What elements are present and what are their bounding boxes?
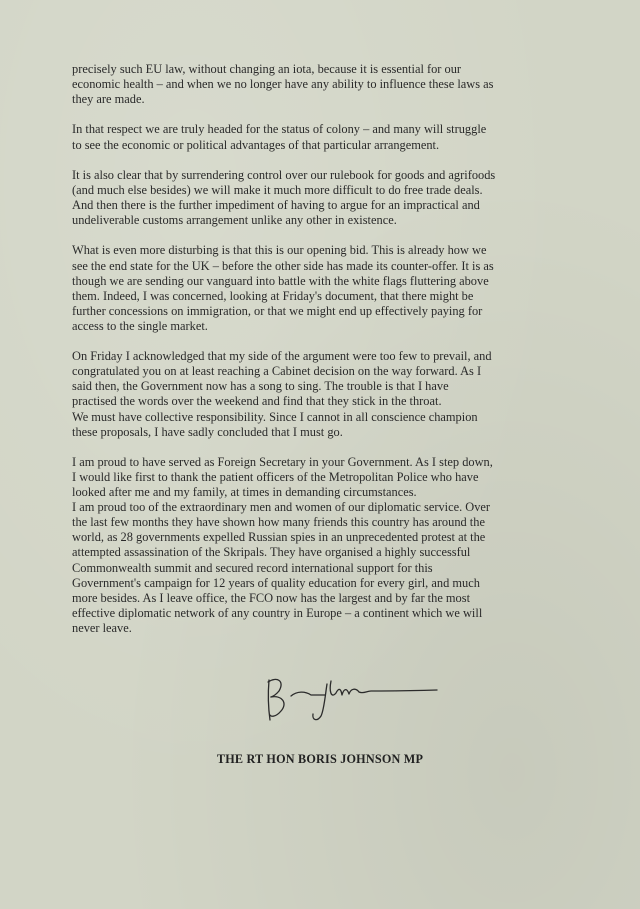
handwritten-signature-icon (255, 664, 455, 728)
paragraph-trade-deals: It is also clear that by surrendering control over our rulebook for goods and agrifoods (and much else besides) we will make it much more difficult to do free trade deals. And then there is the further impediment of having to argue for an impractical and undeliverable customs arrangement unlike any other in existence. (72, 167, 496, 228)
paragraph-colony: In that respect we are truly headed for the status of colony – and many will struggle to see the economic or political advantages of that particular arrangement. (72, 122, 487, 152)
letter-body (72, 62, 562, 651)
paragraph-eu-law: precisely such EU law, without changing an iota, because it is essential for our economic health – and when we no longer have any ability to influence these laws as they are made. (72, 62, 494, 107)
paragraph-opening-bid: What is even more disturbing is that this is our opening bid. This is already how we see the end state for the UK – before the other side has made its counter-offer. It is as though we are sending our vanguard into battle with the white flags fluttering above them. Indeed, I was concerned, looking at Friday's document, that there might be further concessions on immigration, or that we might end up effectively paying for access to the single market. (72, 243, 494, 333)
paragraph-collective-responsibility: On Friday I acknowledged that my side of the argument were too few to prevail, and congratulated you on at least reaching a Cabinet decision on the way forward. As I said then, the Government now has a song to sing. The trouble is that I have practised the words over the weekend and find that they stick in the throat. We must have collective responsibility. Since I cannot in all conscience champion these proposals, I have sadly concluded that I must go. (72, 349, 492, 439)
paragraph-foreign-secretary: I am proud to have served as Foreign Secretary in your Government. As I step down, I would like first to thank the patient officers of the Metropolitan Police who have looked after me and my family, at times in demanding circumstances. (72, 454, 493, 500)
signatory-name: THE RT HON BORIS JOHNSON MP (216, 752, 424, 766)
paragraph-diplomatic-service: I am proud too of the extraordinary men and women of our diplomatic service. Over the last few months they have shown how many friends this country has around the world, as 28 governments expelled Russian spies in an unprecedented protest at the attempted assassination of the Skripals. They have organised a highly successful Commonwealth summit and secured record international support for this Government's campaign for 12 years of quality education for every girl, and much more besides. As I leave office, the FCO now has the largest and by far the most effective diplomatic network of any country in Europe – a continent which we will never leave. (72, 500, 491, 635)
